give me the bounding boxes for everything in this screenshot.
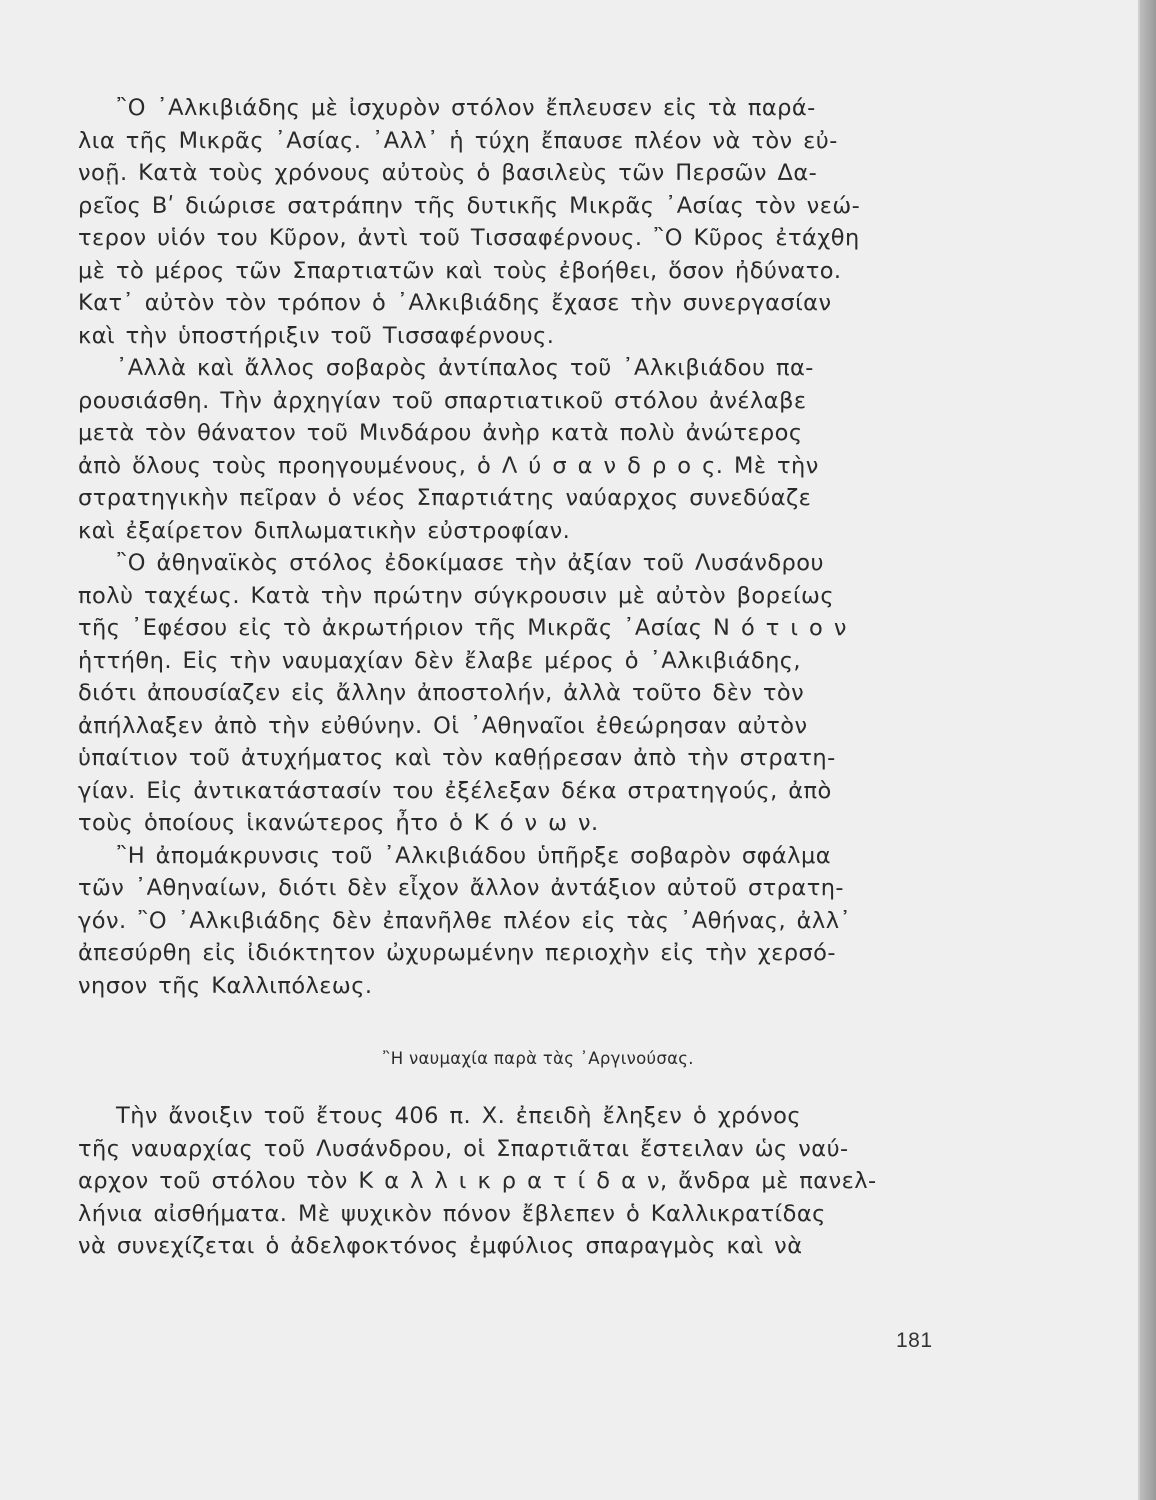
text-line: γίαν. Εἰς ἀντικατάστασίν του ἐξέλεξαν δέκα στρατηγούς, ἀπὸ — [78, 777, 832, 804]
paragraph-lysander — [78, 352, 958, 547]
text-line: ῍Ο ᾽Αλκιβιάδης μὲ ἰσχυρὸν στόλον ἔπλευσεν εἰς τὰ παρά- — [116, 95, 816, 121]
text-line: τερον υἱόν του Κῦρον, ἀντὶ τοῦ Τισσαφέρνους. ῍Ο Κῦρος ἐτάχθη — [78, 225, 860, 251]
text-line: ῍Η ἀπομάκρυνσις τοῦ ᾽Αλκιβιάδου ὑπῆρξε σοβαρὸν σφάλμα — [116, 842, 831, 869]
text-line: τῆς ᾽Εφέσου εἰς τὸ ἀκρωτήριον τῆς Μικρᾶς ᾽Ασίας Ν ό τ ι ο ν — [78, 615, 847, 641]
text-line: ὑπαίτιον τοῦ ἀτυχήματος καὶ τὸν καθῄρεσαν ἀπὸ τὴν στρατη- — [78, 745, 836, 771]
text-line: ἀπεσύρθη εἰς ἰδιόκτητον ὠχυρωμένην περιοχὴν εἰς τὴν χερσό- — [78, 940, 836, 966]
page-text — [78, 92, 958, 1263]
section-gap — [78, 1002, 958, 1044]
text-line: στρατηγικὴν πεῖραν ὁ νέος Σπαρτιάτης ναύαρχος συνεδύαζε — [78, 485, 812, 511]
text-line: ρεῖος Βʹ διώρισε σατράπην τῆς δυτικῆς Μικρᾶς ᾽Ασίας τὸν νεώ- — [78, 192, 861, 219]
text-line: Κατ᾽ αὐτὸν τὸν τρόπον ὁ ᾽Αλκιβιάδης ἔχασε τὴν συνεργασίαν — [78, 290, 832, 316]
text-line: αρχον τοῦ στόλου τὸν Κ α λ λ ι κ ρ α τ ί δ α ν, ἄνδρα μὲ πανελ- — [78, 1168, 877, 1194]
page-edge — [1140, 0, 1156, 1500]
text-line: πολὺ ταχέως. Κατὰ τὴν πρώτην σύγκρουσιν μὲ αὐτὸν βορείως — [78, 582, 834, 609]
text-line: καὶ ἐξαίρετον διπλωματικὴν εὐστροφίαν. — [78, 517, 571, 544]
text-line: μετὰ τὸν θάνατον τοῦ Μινδάρου ἀνὴρ κατὰ πολὺ ἀνώτερος — [78, 420, 803, 446]
text-line: νὰ συνεχίζεται ὁ ἀδελφοκτόνος ἐμφύλιος σπαραγμὸς καὶ νὰ — [78, 1233, 803, 1259]
text-line: λια τῆς Μικρᾶς ᾽Ασίας. ᾽Αλλ᾽ ἡ τύχη ἔπαυσε πλέον νὰ τὸν εὐ- — [78, 127, 838, 154]
text-line: μὲ τὸ μέρος τῶν Σπαρτιατῶν καὶ τοὺς ἐβοήθει, ὅσον ἠδύνατο. — [78, 257, 842, 284]
text-line: λήνια αἰσθήματα. Μὲ ψυχικὸν πόνον ἔβλεπεν ὁ Καλλικρατίδας — [78, 1200, 826, 1227]
paragraph-notium — [78, 547, 958, 840]
section-heading: ῍Η ναυμαχία παρὰ τὰς ᾽Αργινούσας. — [382, 1049, 694, 1068]
text-line: Τὴν ἄνοιξιν τοῦ ἔτους 406 π. Χ. ἐπειδὴ ἔληξεν ὁ χρόνος — [116, 1103, 802, 1129]
page-number: 181 — [896, 1329, 933, 1352]
text-line: τοὺς ὁποίους ἱκανώτερος ἦτο ὁ Κ ό ν ω ν. — [78, 810, 599, 836]
text-line: ᾽Αλλὰ καὶ ἄλλος σοβαρὸς ἀντίπαλος τοῦ ᾽Αλκιβιάδου πα- — [116, 355, 814, 381]
text-line: ρουσιάσθη. Τὴν ἀρχηγίαν τοῦ σπαρτιατικοῦ στόλου ἀνέλαβε — [78, 387, 807, 414]
text-line: ἡττήθη. Εἰς τὴν ναυμαχίαν δὲν ἔλαβε μέρος ὁ ᾽Αλκιβιάδης, — [78, 647, 802, 674]
paragraph-alcibiades-fleet — [78, 92, 958, 352]
section-gap — [78, 1074, 958, 1100]
text-line: γόν. ῍Ο ᾽Αλκιβιάδης δὲν ἐπανῆλθε πλέον εἰς τὰς ᾽Αθήνας, ἀλλ᾽ — [78, 907, 852, 934]
text-line: νησον τῆς Καλλιπόλεως. — [78, 972, 373, 999]
text-line: ῍Ο ἀθηναϊκὸς στόλος ἐδοκίμασε τὴν ἀξίαν τοῦ Λυσάνδρου — [116, 550, 824, 576]
text-line: διότι ἀπουσίαζεν εἰς ἄλλην ἀποστολήν, ἀλλὰ τοῦτο δὲν τὸν — [78, 680, 805, 706]
text-line: τῶν ᾽Αθηναίων, διότι δὲν εἶχον ἄλλον ἀντάξιον αὐτοῦ στρατη- — [78, 875, 844, 901]
text-line: καὶ τὴν ὑποστήριξιν τοῦ Τισσαφέρνους. — [78, 322, 555, 349]
paragraph-callicratidas — [78, 1100, 958, 1263]
text-line: ἀπὸ ὅλους τοὺς προηγουμένους, ὁ Λ ύ σ α ν δ ρ ο ς. Μὲ τὴν — [78, 452, 819, 479]
text-line: τῆς ναυαρχίας τοῦ Λυσάνδρου, οἱ Σπαρτιᾶται ἔστειλαν ὡς ναύ- — [78, 1135, 849, 1162]
paragraph-removal — [78, 840, 958, 1003]
text-line: νοῇ. Κατὰ τοὺς χρόνους αὐτοὺς ὁ βασιλεὺς τῶν Περσῶν Δα- — [78, 160, 818, 186]
text-line: ἀπήλλαξεν ἀπὸ τὴν εὐθύνην. Οἱ ᾽Αθηναῖοι ἐθεώρησαν αὐτὸν — [78, 712, 808, 739]
